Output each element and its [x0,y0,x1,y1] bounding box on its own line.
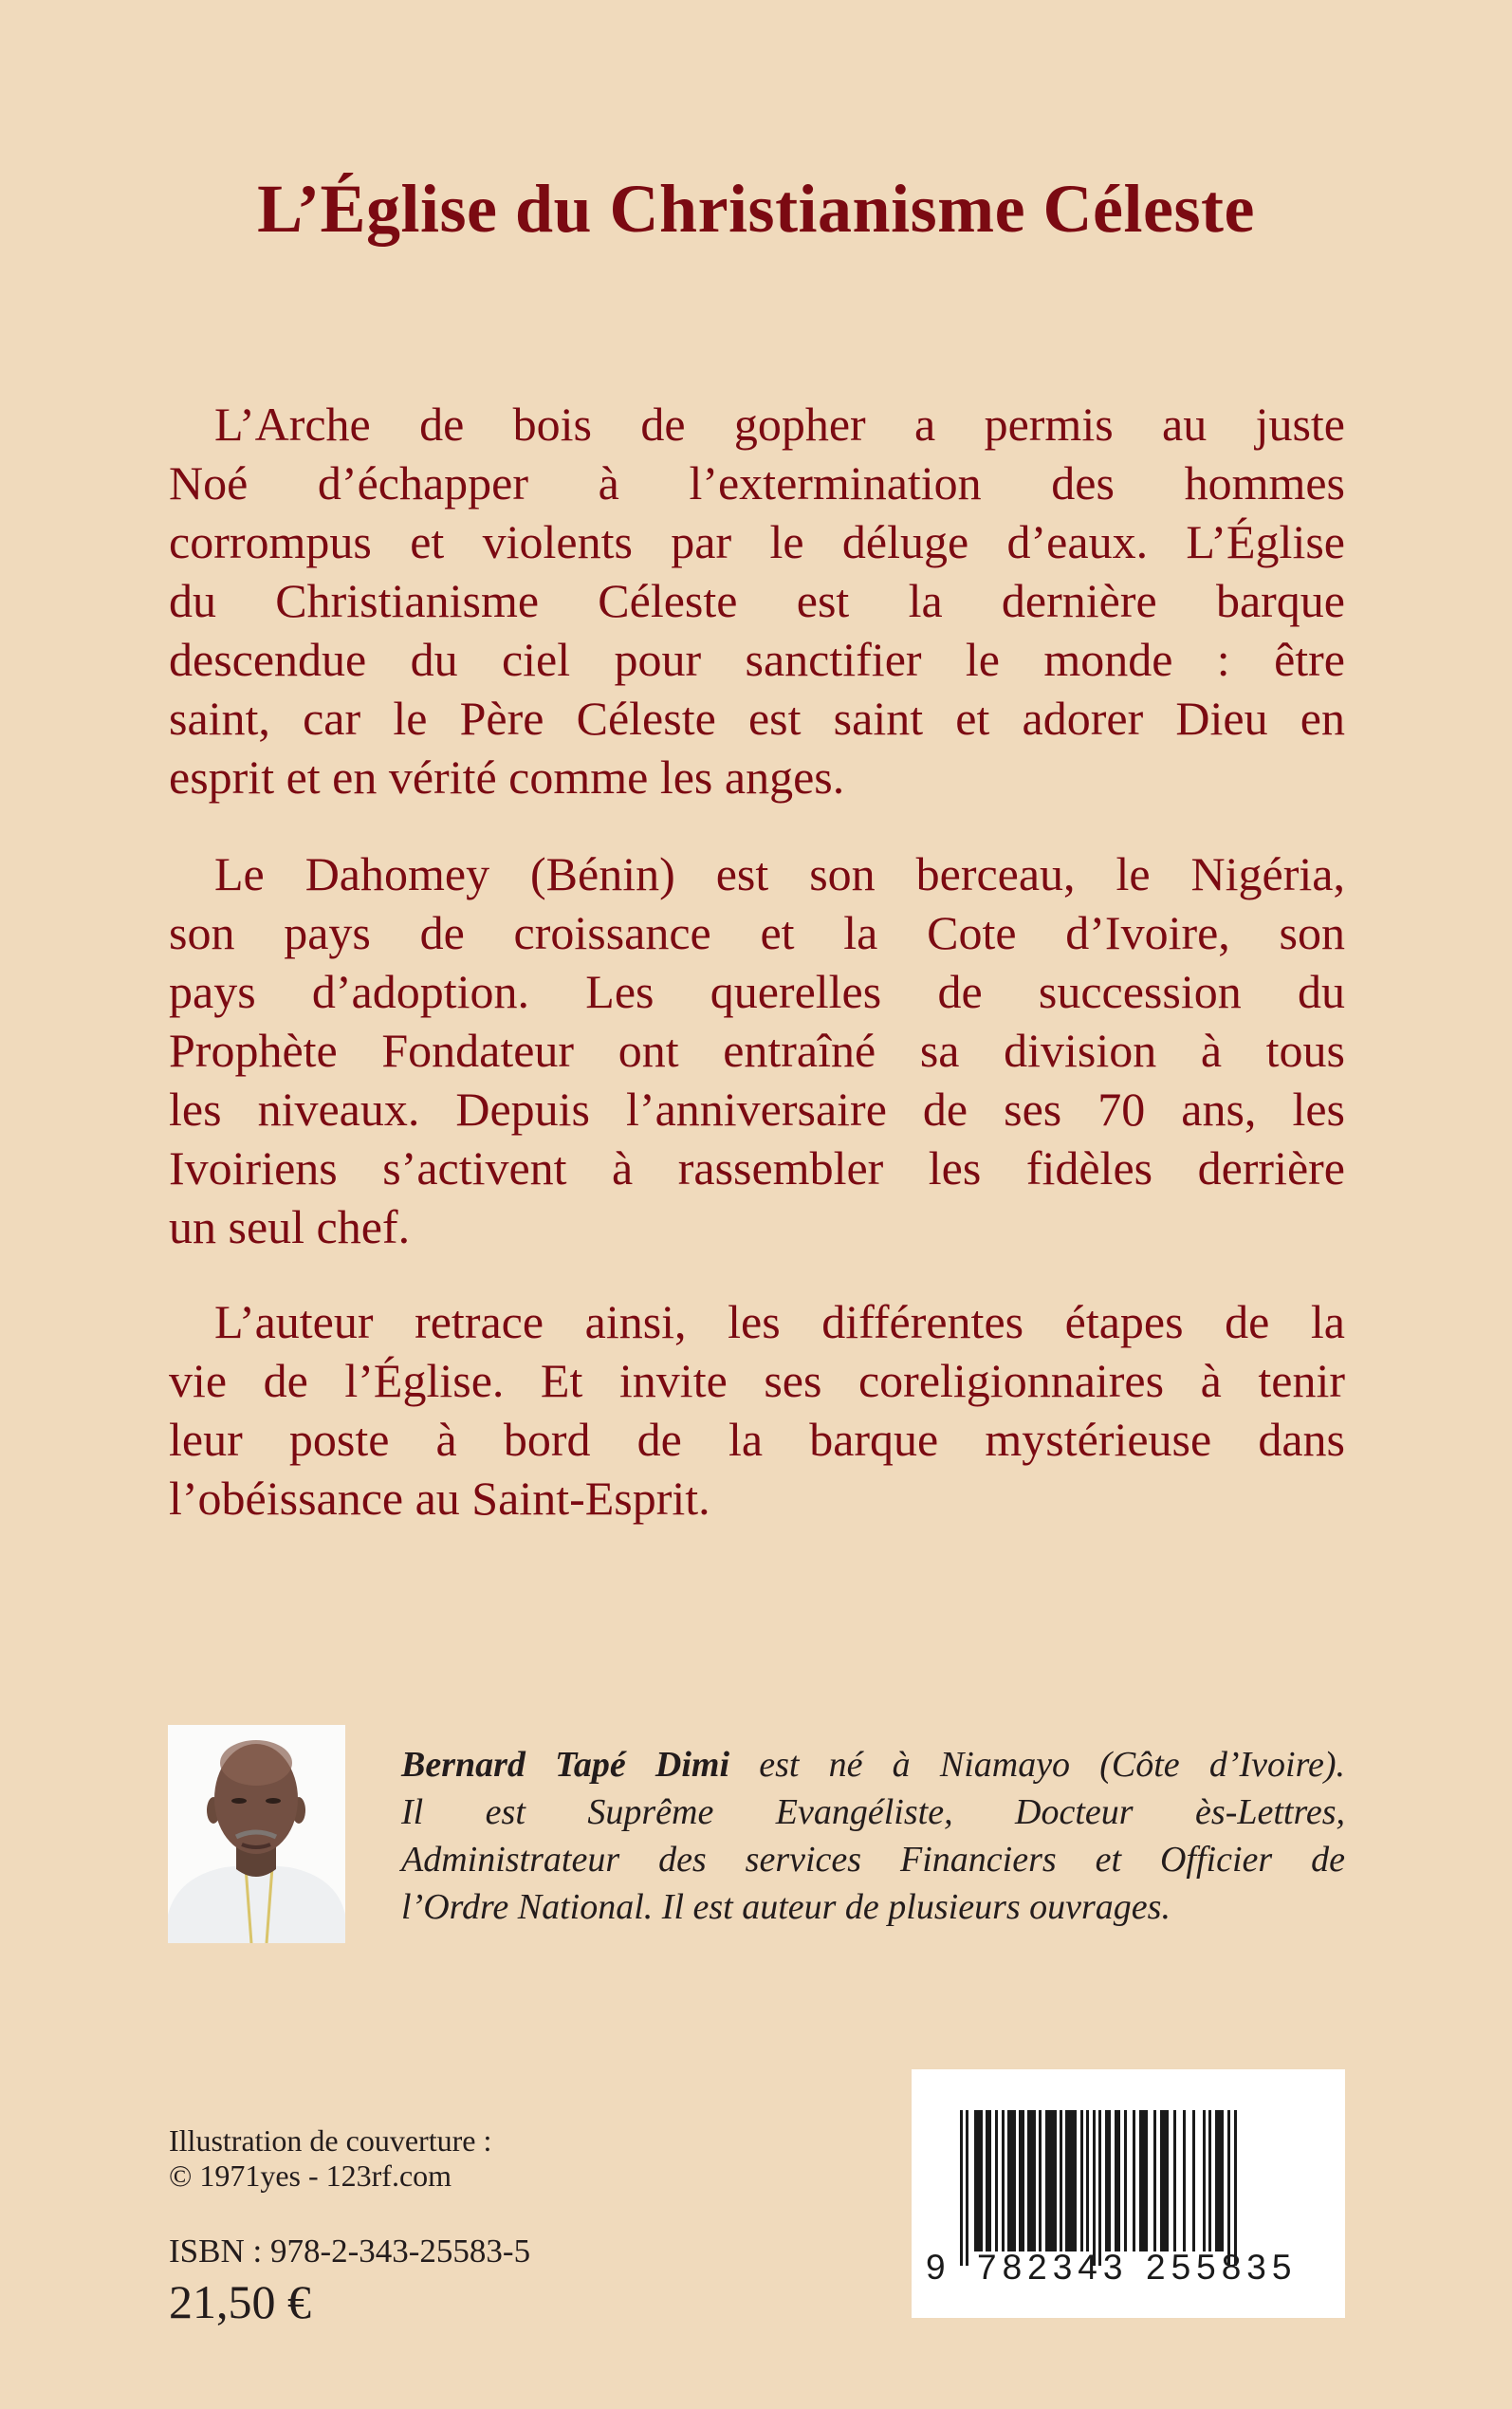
blurb-line: Prophète Fondateur ont entraîné sa division à tous [169,1024,1345,1077]
blurb-paragraph-3 [169,1292,1345,1528]
barcode-left-digits: 782343 [977,2248,1129,2287]
price: 21,50 € [169,2275,311,2328]
blurb-line: son pays de croissance et la Cote d’Ivoire, son [169,906,1345,959]
blurb-line: Le Dahomey (Bénin) est son berceau, le Nigéria, [214,847,1345,900]
blurb-line: Noé d’échapper à l’extermination des hommes [169,456,1345,510]
blurb-line: L’auteur retrace ainsi, les différentes étapes de la [214,1295,1345,1348]
blurb-line: l’obéissance au Saint-Esprit. [169,1472,710,1525]
barcode-lead-digit: 9 [926,2248,946,2287]
illustration-credit-source: © 1971yes - 123rf.com [169,2159,452,2193]
blurb-line: vie de l’Église. Et invite ses coreligionnaires à tenir [169,1354,1345,1407]
author-photo [168,1725,345,1943]
blurb-line: L’Arche de bois de gopher a permis au juste [214,398,1345,451]
book-title: L’Église du Christianisme Céleste [257,171,1255,247]
author-bio-line: l’Ordre National. Il est auteur de plusieurs ouvrages. [401,1887,1171,1927]
blurb-line: les niveaux. Depuis l’anniversaire de ses 70 ans, les [169,1083,1345,1136]
author-bio [401,1741,1345,1931]
blurb-line: leur poste à bord de la barque mystérieuse dans [169,1413,1345,1466]
blurb-line: corrompus et violents par le déluge d’eaux. L’Église [169,515,1345,568]
blurb-line: descendue du ciel pour sanctifier le monde : être [169,633,1345,686]
author-bio-line [401,1741,1345,1788]
author-name: Bernard Tapé Dimi [401,1745,730,1785]
blurb-line: pays d’adoption. Les querelles de succession du [169,965,1345,1018]
illustration-credit-label: Illustration de couverture : [169,2123,492,2158]
barcode-right-digits: 255835 [1146,2248,1298,2287]
blurb-line: esprit et en vérité comme les anges. [169,750,845,804]
author-portrait-icon [168,1725,345,1943]
author-bio-text: est né à Niamayo (Côte d’Ivoire). [729,1745,1345,1785]
author-bio-line: Administrateur des services Financiers et Officier de [401,1840,1345,1880]
blurb-line: Ivoiriens s’activent à rassembler les fidèles derrière [169,1141,1345,1195]
isbn: ISBN : 978-2-343-25583-5 [169,2233,531,2270]
blurb-line: un seul chef. [169,1200,411,1253]
blurb-line: du Christianisme Céleste est la dernière barque [169,574,1345,627]
blurb-line: saint, car le Père Céleste est saint et adorer Dieu en [169,692,1345,745]
illustration-credit [169,2123,491,2194]
blurb-paragraph-1 [169,395,1345,806]
author-bio-line: Il est Suprême Evangéliste, Docteur ès-Lettres, [401,1792,1345,1832]
blurb-paragraph-2 [169,844,1345,1256]
